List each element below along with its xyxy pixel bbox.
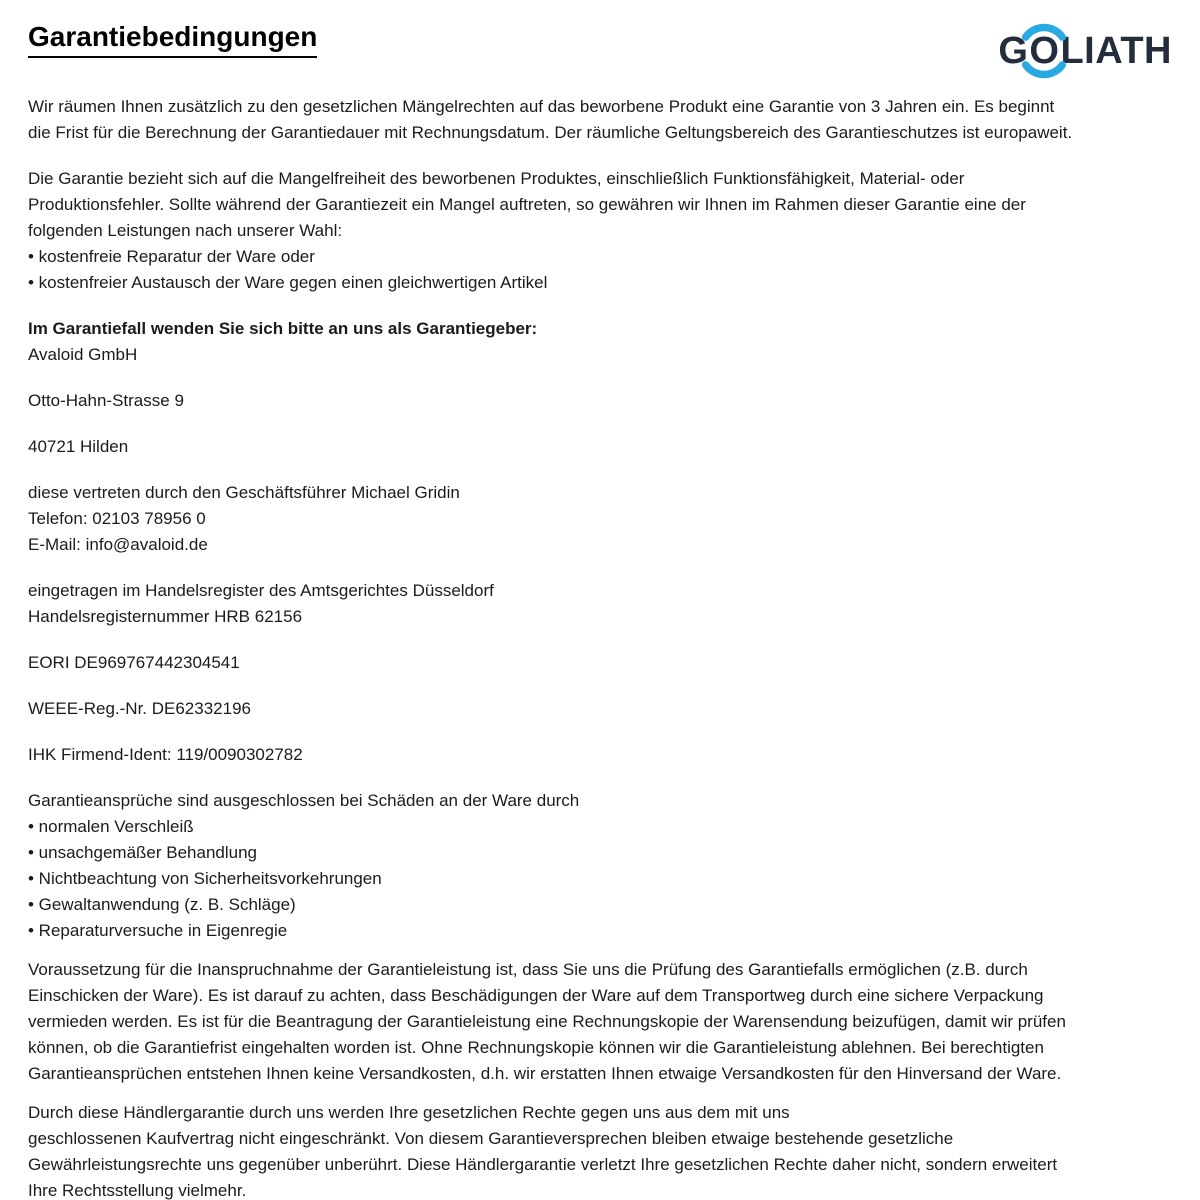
paragraph: [28, 788, 1172, 944]
text-line: EORI DE969767442304541: [28, 653, 240, 672]
text-line: Die Garantie bezieht sich auf die Mangelfreiheit des beworbenen Produktes, einschließlich Funktionsfähigkeit, Material- oder: [28, 169, 965, 188]
text-line: Otto-Hahn-Strasse 9: [28, 391, 184, 410]
text-line: Produktionsfehler. Sollte während der Garantiezeit ein Mangel auftreten, so gewähren wir Ihnen im Rahmen dieser Garantie eine der: [28, 195, 1026, 214]
text-line: können, ob die Garantiefrist eingehalten worden ist. Ohne Rechnungskopie können wir die Garantieleistung ablehnen. Bei berechtigten: [28, 1038, 1044, 1057]
text-line: IHK Firmend-Ident: 119/0090302782: [28, 745, 303, 764]
logo-text-before-o: G: [998, 30, 1029, 72]
text-line: • Gewaltanwendung (z. B. Schläge): [28, 895, 296, 914]
paragraph: [28, 742, 1172, 768]
paragraph: [28, 696, 1172, 722]
text-line: die Frist für die Berechnung der Garantiedauer mit Rechnungsdatum. Der räumliche Geltungsbereich des Garantieschutzes ist europaweit.: [28, 123, 1073, 142]
paragraph: [28, 166, 1172, 296]
paragraph: [28, 578, 1172, 630]
document-header: [28, 14, 1172, 88]
text-line: • Reparaturversuche in Eigenregie: [28, 921, 288, 940]
logo-o-mark: [1028, 32, 1060, 70]
text-line: diese vertreten durch den Geschäftsführer Michael Gridin: [28, 483, 460, 502]
paragraph: [28, 434, 1172, 460]
paragraph: [28, 480, 1172, 558]
text-line: • kostenfreie Reparatur der Ware oder: [28, 247, 315, 266]
page-title: Garantiebedingungen: [28, 22, 317, 58]
text-line: folgenden Leistungen nach unserer Wahl:: [28, 221, 343, 240]
paragraph: [28, 1100, 1172, 1200]
text-line: Im Garantiefall wenden Sie sich bitte an uns als Garantiegeber:: [28, 319, 538, 338]
text-line: Wir räumen Ihnen zusätzlich zu den gesetzlichen Mängelrechten auf das beworbene Produkt eine Garantie von 3 Jahren ein. Es beginnt: [28, 97, 1055, 116]
text-line: • kostenfreier Austausch der Ware gegen einen gleichwertigen Artikel: [28, 273, 548, 292]
logo-text-after-o: LIATH: [1060, 30, 1172, 72]
text-line: geschlossenen Kaufvertrag nicht eingeschränkt. Von diesem Garantieversprechen bleiben etwaige bestehende gesetzliche: [28, 1129, 954, 1148]
text-line: vermieden werden. Es ist für die Beantragung der Garantieleistung eine Rechnungskopie der Warensendung beizufügen, damit wir prüfen: [28, 1012, 1066, 1031]
paragraph: [28, 316, 1172, 368]
logo-text-o: O: [1029, 30, 1060, 72]
paragraph: [28, 388, 1172, 414]
paragraph: [28, 650, 1172, 676]
text-line: Garantieansprüche sind ausgeschlossen bei Schäden an der Ware durch: [28, 791, 580, 810]
text-line: Durch diese Händlergarantie durch uns werden Ihre gesetzlichen Rechte gegen uns aus dem mit uns: [28, 1103, 790, 1122]
paragraph: [28, 94, 1172, 146]
goliath-logo: [998, 14, 1172, 88]
text-line: Ihre Rechtsstellung vielmehr.: [28, 1181, 247, 1200]
text-line: eingetragen im Handelsregister des Amtsgerichtes Düsseldorf: [28, 581, 494, 600]
paragraph: [28, 957, 1172, 1087]
text-line: 40721 Hilden: [28, 437, 129, 456]
text-line: Garantieansprüchen entstehen Ihnen keine Versandkosten, d.h. wir erstatten Ihnen etwaige Versandkosten für den Hinversand der Ware.: [28, 1064, 1062, 1083]
text-line: Voraussetzung für die Inanspruchnahme der Garantieleistung ist, dass Sie uns die Prüfung des Garantiefalls ermöglichen (z.B. durch: [28, 960, 1028, 979]
text-line: Telefon: 02103 78956 0: [28, 509, 206, 528]
document-body: [28, 94, 1172, 1200]
text-line: Avaloid GmbH: [28, 345, 138, 364]
text-line: • Nichtbeachtung von Sicherheitsvorkehrungen: [28, 869, 382, 888]
text-line: Gewährleistungsrechte uns gegenüber unberührt. Diese Händlergarantie verletzt Ihre gesetzlichen Rechte daher nicht, sondern erweitert: [28, 1155, 1058, 1174]
text-line: Handelsregisternummer HRB 62156: [28, 607, 303, 626]
text-line: Einschicken der Ware). Es ist darauf zu achten, dass Beschädigungen der Ware auf dem Transportweg durch eine sichere Verpackung: [28, 986, 1044, 1005]
text-line: • unsachgemäßer Behandlung: [28, 843, 257, 862]
text-line: WEEE-Reg.-Nr. DE62332196: [28, 699, 251, 718]
text-line: • normalen Verschleiß: [28, 817, 194, 836]
text-line: E-Mail: info@avaloid.de: [28, 535, 208, 554]
